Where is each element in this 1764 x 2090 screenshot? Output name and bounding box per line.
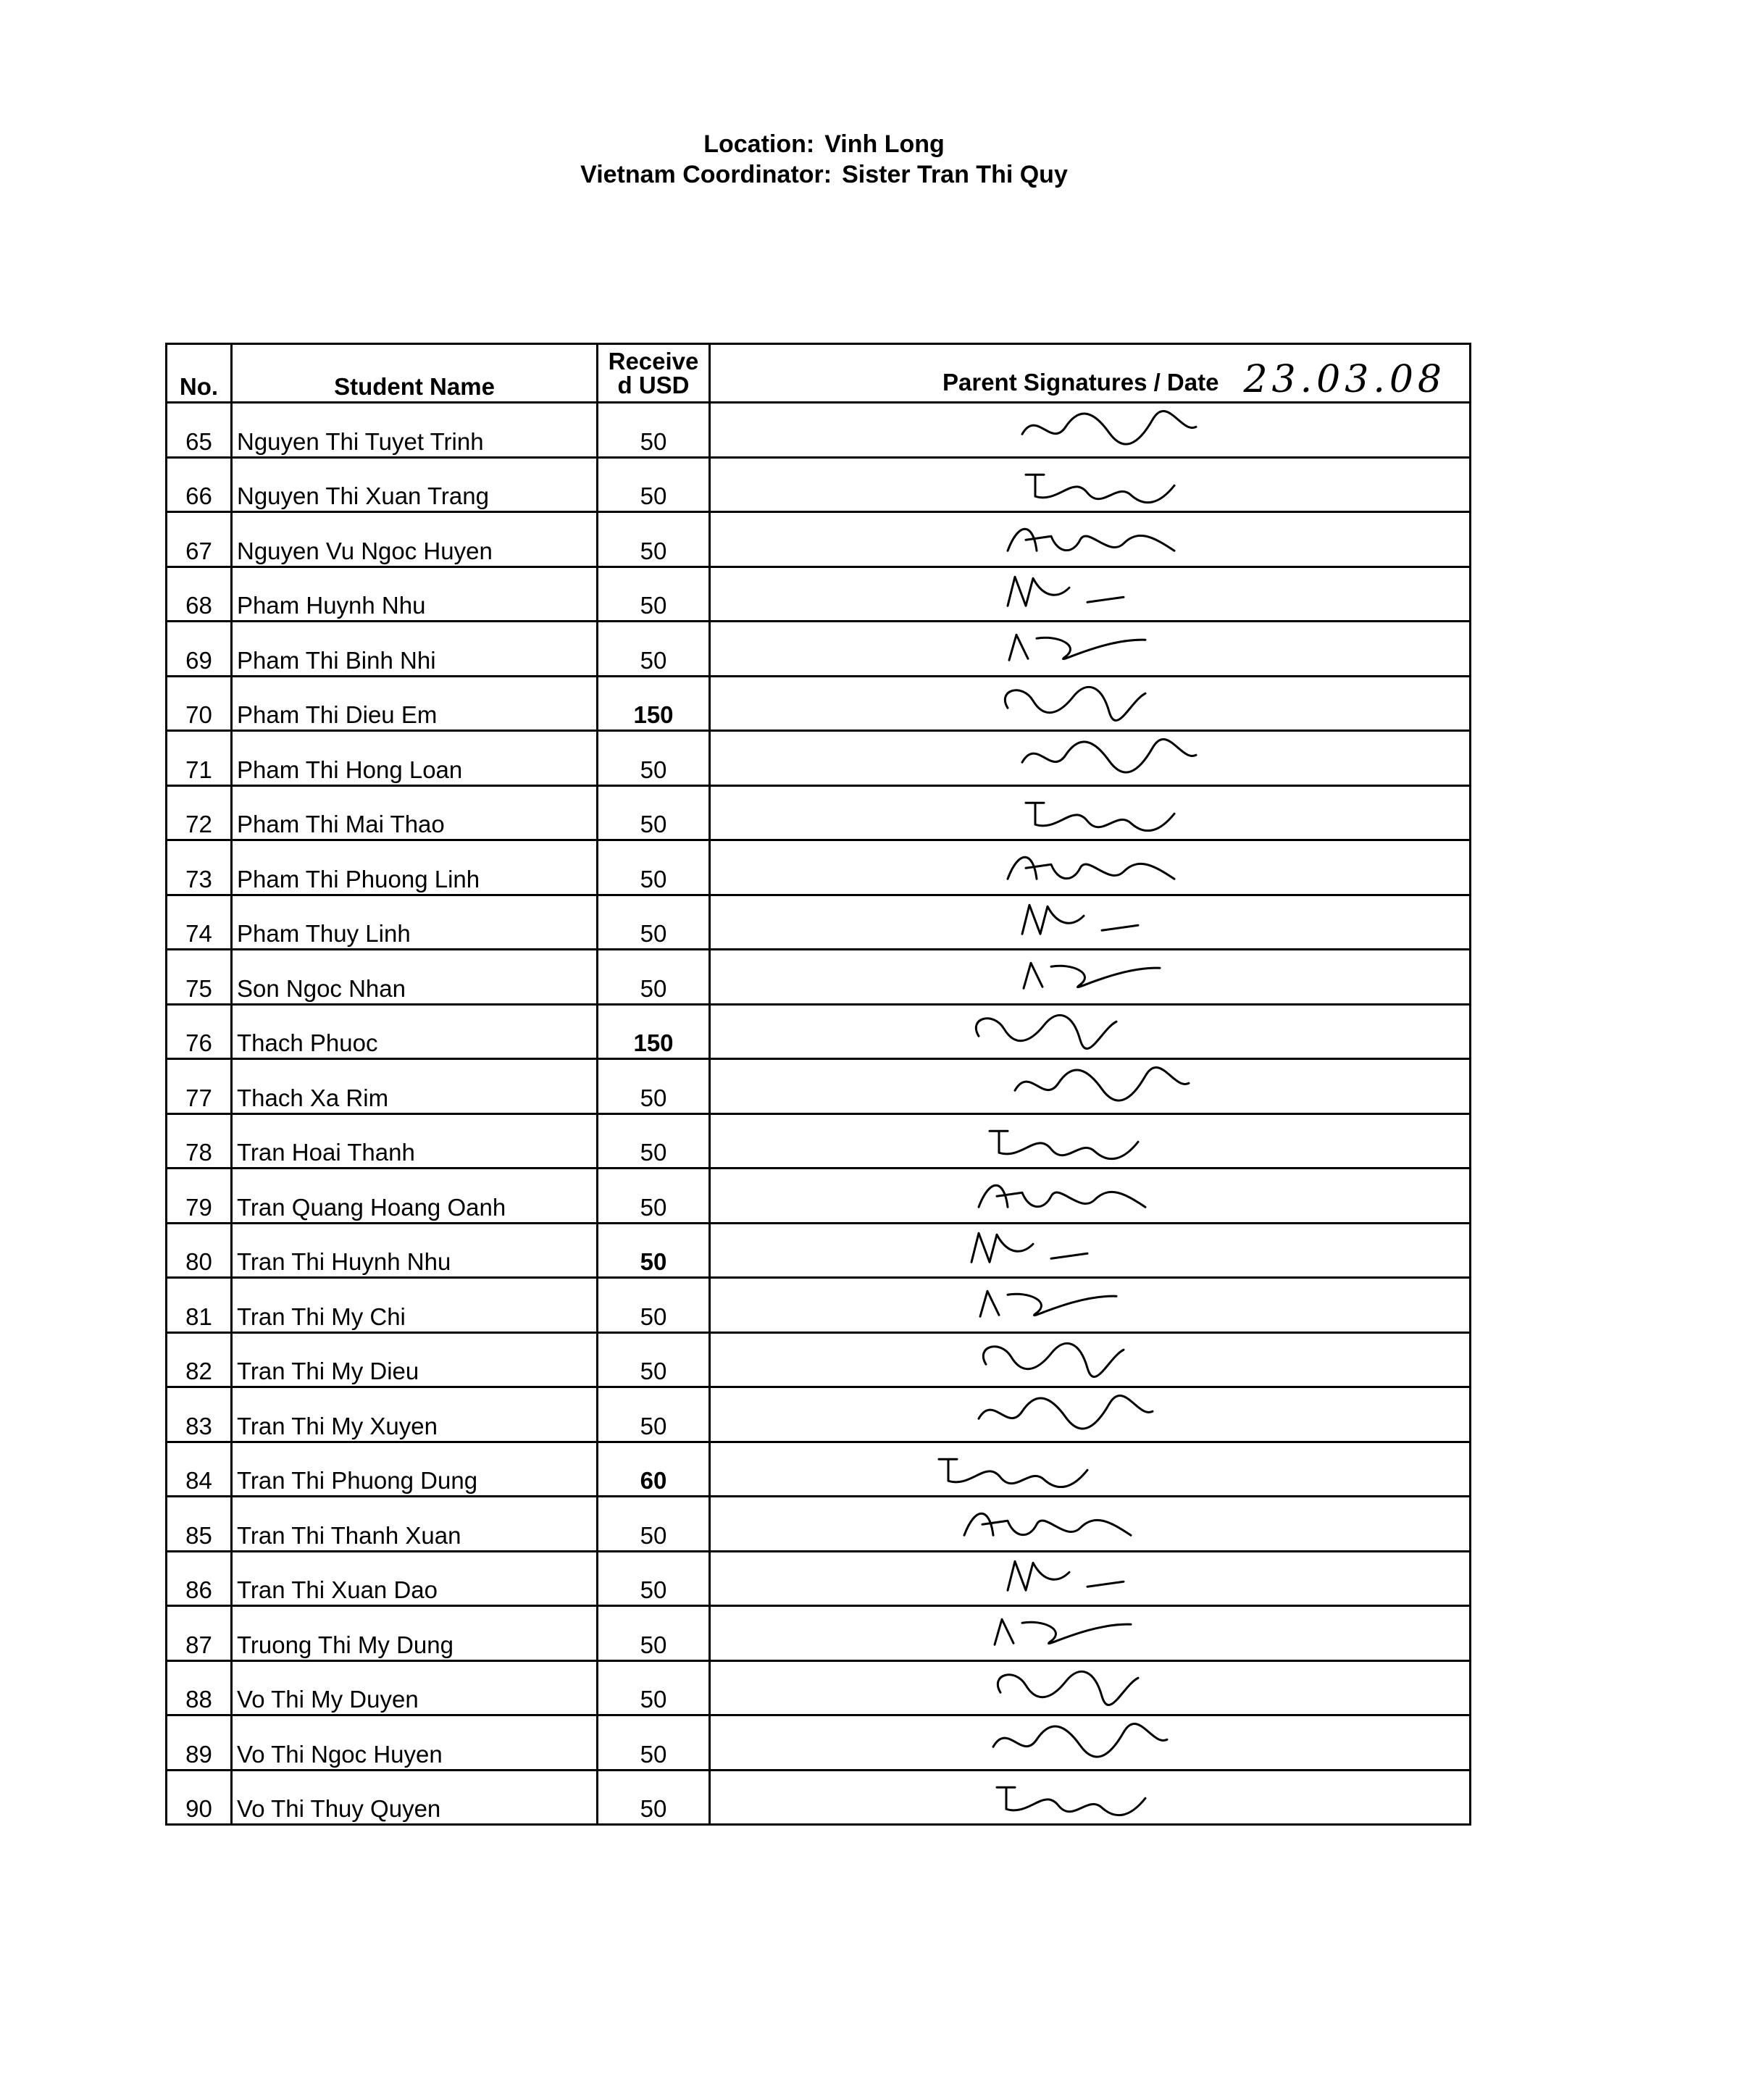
received-usd: 50 [598,1770,710,1825]
row-number: 80 [167,1223,232,1278]
table-header-row [167,344,1471,403]
received-usd: 50 [598,1059,710,1114]
payment-roster-table [165,343,1471,1826]
row-number: 70 [167,676,232,731]
parent-signature-cell [710,403,1471,458]
table-row [167,567,1471,622]
row-number: 86 [167,1551,232,1606]
row-number: 88 [167,1660,232,1715]
student-name: Thach Xa Rim [232,1059,598,1114]
table-row [167,1387,1471,1442]
parent-signature-cell [710,1059,1471,1114]
coordinator-line [0,161,1706,189]
row-number: 78 [167,1113,232,1169]
table-row [167,1660,1471,1715]
handwritten-signature [964,1224,1153,1277]
student-name: Vo Thi My Duyen [232,1660,598,1715]
received-usd: 50 [598,1606,710,1661]
table-row [167,1278,1471,1333]
received-usd: 50 [598,731,710,786]
handwritten-signature [1008,1060,1196,1113]
received-usd: 50 [598,895,710,950]
parent-signature-cell [710,1278,1471,1333]
row-number: 68 [167,567,232,622]
parent-signature-cell [710,1497,1471,1552]
row-number: 71 [167,731,232,786]
parent-signature-cell [710,785,1471,840]
received-usd: 50 [598,567,710,622]
parent-signature-cell [710,512,1471,567]
received-usd: 50 [598,1387,710,1442]
parent-signature-cell [710,1004,1471,1059]
student-name: Tran Thi My Xuyen [232,1387,598,1442]
location-line [0,130,1706,159]
table-row [167,403,1471,458]
student-name: Tran Thi My Chi [232,1278,598,1333]
location-value: Vinh Long [824,130,945,158]
row-number: 83 [167,1387,232,1442]
handwritten-signature [1000,513,1189,566]
table-row [167,895,1471,950]
row-number: 87 [167,1606,232,1661]
student-name: Tran Thi Huynh Nhu [232,1223,598,1278]
handwritten-signature [1015,896,1203,949]
handwritten-signature [957,1497,1145,1550]
received-usd: 60 [598,1442,710,1497]
handwritten-signature [1000,622,1189,675]
received-usd: 50 [598,1551,710,1606]
table-row [167,1113,1471,1169]
handwritten-signature [1015,950,1203,1003]
table-row [167,1497,1471,1552]
received-usd: 50 [598,457,710,512]
student-name: Nguyen Vu Ngoc Huyen [232,512,598,567]
student-name: Pham Thi Phuong Linh [232,840,598,895]
parent-signature-cell [710,1606,1471,1661]
student-name: Vo Thi Thuy Quyen [232,1770,598,1825]
table-row [167,1004,1471,1059]
table-row [167,1169,1471,1224]
student-name: Pham Thi Mai Thao [232,785,598,840]
received-usd: 50 [598,840,710,895]
col-header-received-usd [598,344,710,403]
location-label: Location: [703,130,815,158]
handwritten-signature [971,1388,1160,1441]
parent-signature-cell [710,567,1471,622]
table-row [167,1770,1471,1825]
parent-signature-cell [710,1660,1471,1715]
student-name: Pham Thi Binh Nhi [232,622,598,677]
handwritten-signature [986,1607,1174,1660]
student-name: Tran Thi My Dieu [232,1332,598,1387]
row-number: 85 [167,1497,232,1552]
table-row [167,622,1471,677]
student-name: Tran Hoai Thanh [232,1113,598,1169]
table-row [167,457,1471,512]
received-usd: 50 [598,950,710,1005]
row-number: 77 [167,1059,232,1114]
table-row [167,1223,1471,1278]
student-name: Pham Huynh Nhu [232,567,598,622]
row-number: 90 [167,1770,232,1825]
table-row [167,840,1471,895]
row-number: 81 [167,1278,232,1333]
table-row [167,1606,1471,1661]
parent-signature-cell [710,457,1471,512]
table-row [167,731,1471,786]
col-header-student-name: Student Name [232,344,598,403]
handwritten-signature [971,1169,1160,1222]
student-name: Tran Thi Xuan Dao [232,1551,598,1606]
handwritten-signature [993,677,1182,730]
row-number: 79 [167,1169,232,1224]
row-number: 65 [167,403,232,458]
received-usd: 50 [598,1332,710,1387]
col-header-signatures [710,344,1471,403]
coordinator-label: Vietnam Coordinator: [580,161,832,188]
parent-signature-cell [710,1770,1471,1825]
received-usd: 50 [598,1497,710,1552]
received-usd: 50 [598,403,710,458]
received-usd: 50 [598,1278,710,1333]
col-header-received-line1: Receive [608,348,699,375]
table-row [167,676,1471,731]
parent-signature-cell [710,950,1471,1005]
parent-signature-cell [710,1332,1471,1387]
coordinator-value: Sister Tran Thi Quy [842,161,1068,188]
row-number: 73 [167,840,232,895]
student-name: Pham Thi Dieu Em [232,676,598,731]
table-row [167,785,1471,840]
parent-signature-cell [710,895,1471,950]
student-name: Pham Thi Hong Loan [232,731,598,786]
handwritten-signature [979,1115,1167,1168]
table-row [167,950,1471,1005]
handwritten-signature [971,1279,1160,1332]
row-number: 66 [167,457,232,512]
received-usd: 50 [598,512,710,567]
received-usd: 50 [598,785,710,840]
parent-signature-cell [710,731,1471,786]
handwritten-signature [1015,732,1203,785]
parent-signature-cell [710,1223,1471,1278]
row-number: 75 [167,950,232,1005]
row-number: 84 [167,1442,232,1497]
handwritten-signature [964,1006,1153,1058]
student-name: Thach Phuoc [232,1004,598,1059]
row-number: 67 [167,512,232,567]
received-usd: 50 [598,1660,710,1715]
row-number: 74 [167,895,232,950]
received-usd: 50 [598,1113,710,1169]
handwritten-signature [1015,787,1203,840]
student-name: Nguyen Thi Xuan Trang [232,457,598,512]
handwritten-signature [928,1443,1116,1496]
handwritten-signature [1015,459,1203,511]
student-name: Vo Thi Ngoc Huyen [232,1715,598,1771]
handwritten-signature [986,1771,1174,1824]
handwritten-signature [986,1716,1174,1769]
row-number: 89 [167,1715,232,1771]
handwritten-signature [1000,568,1189,621]
table-row [167,1551,1471,1606]
handwritten-signature [986,1662,1174,1715]
parent-signature-cell [710,840,1471,895]
col-header-received-line2: d USD [617,372,690,398]
table-row [167,1059,1471,1114]
student-name: Pham Thuy Linh [232,895,598,950]
handwritten-signature [1000,1552,1189,1605]
received-usd: 50 [598,1169,710,1224]
parent-signature-cell [710,1551,1471,1606]
parent-signature-cell [710,1387,1471,1442]
parent-signature-cell [710,676,1471,731]
parent-signature-cell [710,1715,1471,1771]
row-number: 69 [167,622,232,677]
received-usd: 50 [598,1715,710,1771]
handwritten-date: 23.03.08 [1243,358,1447,401]
table-row [167,512,1471,567]
table-row [167,1715,1471,1771]
student-name: Tran Thi Thanh Xuan [232,1497,598,1552]
handwritten-signature [1015,404,1203,456]
parent-signature-cell [710,622,1471,677]
handwritten-signature [971,1334,1160,1387]
received-usd: 50 [598,1223,710,1278]
parent-signature-cell [710,1442,1471,1497]
row-number: 72 [167,785,232,840]
received-usd: 150 [598,676,710,731]
table-row [167,1442,1471,1497]
row-number: 82 [167,1332,232,1387]
student-name: Nguyen Thi Tuyet Trinh [232,403,598,458]
parent-signature-cell [710,1169,1471,1224]
col-header-no: No. [167,344,232,403]
received-usd: 150 [598,1004,710,1059]
handwritten-signature [1000,841,1189,894]
row-number: 76 [167,1004,232,1059]
parent-signature-cell [710,1113,1471,1169]
received-usd: 50 [598,622,710,677]
col-header-signatures-label: Parent Signatures / Date [942,369,1219,396]
student-name: Tran Thi Phuong Dung [232,1442,598,1497]
student-name: Son Ngoc Nhan [232,950,598,1005]
student-name: Truong Thi My Dung [232,1606,598,1661]
student-name: Tran Quang Hoang Oanh [232,1169,598,1224]
table-row [167,1332,1471,1387]
